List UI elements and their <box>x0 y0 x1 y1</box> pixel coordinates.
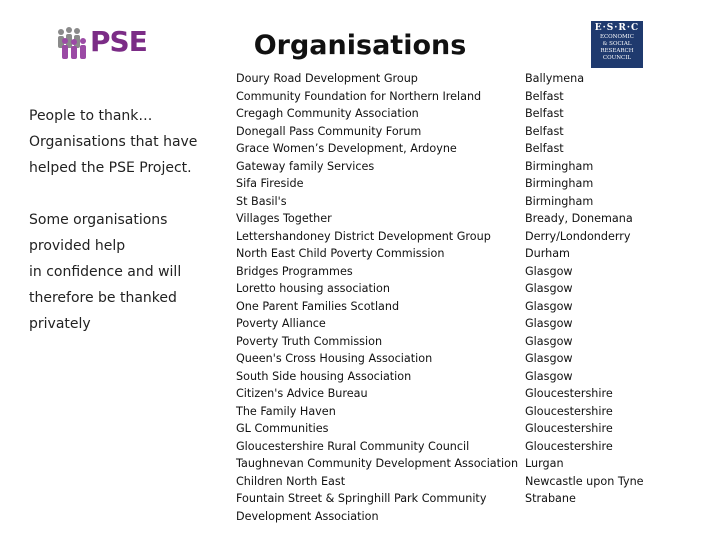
organisation-name: Queen's Cross Housing Association <box>236 352 433 365</box>
organisation-name: North East Child Poverty Commission <box>236 247 445 260</box>
organisation-row <box>236 140 706 158</box>
organisation-location: Gloucestershire <box>525 387 613 400</box>
organisation-location: Glasgow <box>525 334 573 348</box>
organisation-location: Ballymena <box>525 72 585 85</box>
organisation-name: Poverty Truth Commission <box>236 334 383 348</box>
organisation-location: Glasgow <box>525 282 573 295</box>
confidence-line: privately <box>29 316 91 332</box>
organisation-row <box>236 333 706 351</box>
confidence-line: provided help <box>29 238 126 254</box>
organisation-location: Glasgow <box>525 317 573 330</box>
thanks-line: Organisations that have <box>29 134 198 150</box>
organisation-row <box>236 508 706 526</box>
organisation-location: Newcastle upon Tyne <box>525 474 644 488</box>
organisation-name: Gloucestershire Rural Community Council <box>236 439 470 453</box>
pse-logo-text: PSE <box>90 25 147 58</box>
organisation-location: Bready, Donemana <box>525 212 633 225</box>
organisation-location: Glasgow <box>525 352 573 365</box>
organisation-row <box>236 385 706 403</box>
organisation-row <box>236 193 706 211</box>
organisation-name: One Parent Families Scotland <box>236 299 400 313</box>
organisation-name: St Basil's <box>236 194 287 208</box>
page-title: Organisations <box>253 30 467 61</box>
organisation-row <box>236 263 706 281</box>
organisation-name: Taughnevan Community Development Association <box>236 457 519 470</box>
organisation-location: Gloucestershire <box>525 404 613 418</box>
organisation-name: Lettershandoney District Development Group <box>236 229 491 243</box>
organisation-row <box>236 158 706 176</box>
organisation-row <box>236 473 706 491</box>
organisation-row <box>236 175 706 193</box>
organisation-name: Community Foundation for Northern Ireland <box>236 89 482 103</box>
thanks-line: People to thank… <box>29 108 153 124</box>
organisation-location: Belfast <box>525 142 564 155</box>
organisation-name: Poverty Alliance <box>236 317 326 330</box>
pse-logo <box>55 25 155 65</box>
organisation-name: Donegall Pass Community Forum <box>236 124 422 138</box>
organisation-name: Children North East <box>236 474 346 488</box>
organisation-name: Loretto housing association <box>236 282 390 295</box>
organisation-name: Grace Women’s Development, Ardoyne <box>236 142 457 155</box>
organisation-name: South Side housing Association <box>236 369 412 383</box>
organisation-name: Fountain Street & Springhill Park Community <box>236 492 487 505</box>
organisation-name: Gateway family Services <box>236 159 375 173</box>
organisation-row <box>236 438 706 456</box>
organisation-row <box>236 490 706 508</box>
organisation-name: GL Communities <box>236 422 329 435</box>
organisation-row <box>236 455 706 473</box>
organisation-list <box>236 70 706 525</box>
organisation-location: Birmingham <box>525 194 594 208</box>
esrc-logo-line: COUNCIL <box>602 55 632 61</box>
organisation-name: Doury Road Development Group <box>236 72 418 85</box>
organisation-row <box>236 350 706 368</box>
organisation-location: Glasgow <box>525 369 573 383</box>
people-icon <box>55 25 91 61</box>
esrc-logo-line: & SOCIAL <box>602 41 632 47</box>
organisation-location: Lurgan <box>525 457 564 470</box>
organisation-name: The Family Haven <box>236 404 336 418</box>
thanks-line: helped the PSE Project. <box>29 160 192 176</box>
organisation-location: Birmingham <box>525 159 594 173</box>
organisation-location: Glasgow <box>525 299 573 313</box>
organisation-location: Glasgow <box>525 264 573 278</box>
organisation-name: Citizen's Advice Bureau <box>236 387 368 400</box>
organisation-row <box>236 70 706 88</box>
confidence-line: in confidence and will <box>29 264 182 280</box>
organisation-row <box>236 228 706 246</box>
organisation-name: Sifa Fireside <box>236 177 304 190</box>
organisation-row <box>236 420 706 438</box>
confidence-line: therefore be thanked <box>29 290 177 306</box>
organisation-location: Gloucestershire <box>525 439 613 453</box>
organisation-row <box>236 105 706 123</box>
organisation-row <box>236 210 706 228</box>
esrc-logo-line: ECONOMIC <box>599 34 635 40</box>
organisation-row <box>236 403 706 421</box>
organisation-location: Durham <box>525 247 570 260</box>
organisation-location: Strabane <box>525 492 576 505</box>
organisation-name: Villages Together <box>236 212 332 225</box>
organisation-row <box>236 245 706 263</box>
organisation-row <box>236 368 706 386</box>
confidence-line: Some organisations <box>29 212 168 228</box>
organisation-row <box>236 123 706 141</box>
left-panel <box>29 103 214 337</box>
organisation-location: Belfast <box>525 89 564 103</box>
esrc-logo <box>591 21 643 68</box>
organisation-location: Birmingham <box>525 177 594 190</box>
organisation-name: Bridges Programmes <box>236 264 353 278</box>
organisation-row <box>236 315 706 333</box>
organisation-row <box>236 88 706 106</box>
organisation-location: Gloucestershire <box>525 422 613 435</box>
esrc-logo-line: RESEARCH <box>600 48 634 54</box>
organisation-location: Belfast <box>525 124 564 138</box>
organisation-location: Derry/Londonderry <box>525 229 631 243</box>
esrc-logo-line: E·S·R·C <box>594 23 640 33</box>
organisation-row <box>236 298 706 316</box>
organisation-name: Development Association <box>236 509 379 523</box>
organisation-location: Belfast <box>525 107 564 120</box>
organisation-row <box>236 280 706 298</box>
organisation-name: Cregagh Community Association <box>236 107 419 120</box>
